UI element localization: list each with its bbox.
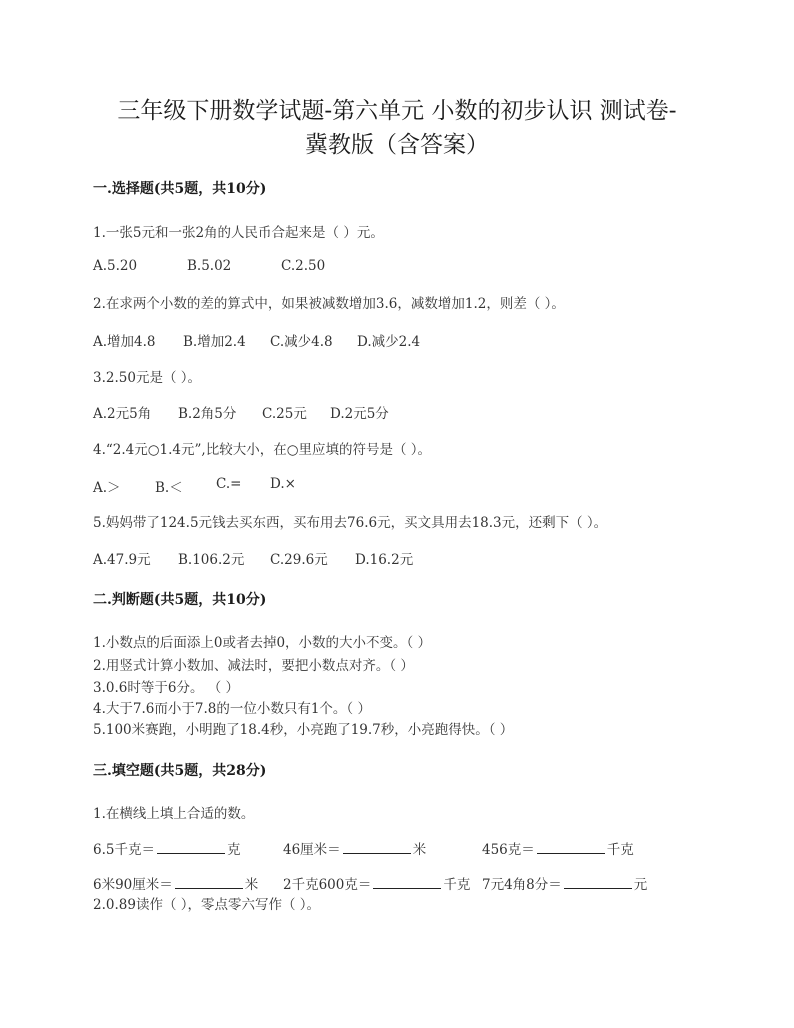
true-false-item: 3.0.6时等于6分。 （ ）: [93, 680, 240, 696]
option: B.＜: [155, 480, 183, 496]
fill-item: [93, 838, 240, 858]
option: C.25元: [262, 406, 307, 422]
option: A.5.20: [93, 258, 138, 274]
fill-item: [283, 873, 470, 893]
section-heading-fill-in-blank: 三.填空题(共5题，共28分): [93, 763, 267, 779]
fill-item: [482, 873, 647, 893]
option: A.增加4.8: [93, 334, 156, 350]
question-text: 2.在求两个小数的差的算式中，如果被减数增加3.6，减数增加1.2，则差（ ）。: [93, 296, 565, 312]
true-false-item: 2.用竖式计算小数加、减法时，要把小数点对齐。（ ）: [93, 658, 414, 674]
answer-blank[interactable]: [157, 852, 225, 854]
fill-item-prefix: 6.5千克＝: [93, 842, 155, 858]
option: B.增加2.4: [183, 334, 246, 350]
fill-item: [283, 838, 426, 858]
option: C.29.6元: [270, 552, 328, 568]
page-title-line-2: 冀教版（含答案）: [305, 132, 489, 158]
true-false-item: 1.小数点的后面添上0或者去掉0，小数的大小不变。（ ）: [93, 635, 432, 651]
fill-item-unit: 千克: [606, 842, 634, 858]
fill-item-unit: 元: [633, 877, 648, 893]
option: A.＞: [93, 480, 121, 496]
section-heading-true-false: 二.判断题(共5题，共10分): [93, 592, 267, 608]
option: B.106.2元: [178, 552, 245, 568]
true-false-item: 4.大于7.6而小于7.8的一位小数只有1个。（ ）: [93, 701, 371, 717]
section-heading-multiple-choice: 一.选择题(共5题，共10分): [93, 181, 267, 197]
page-title-line-1: 三年级下册数学试题-第六单元 小数的初步认识 测试卷-: [117, 98, 677, 124]
question-text: 3.2.50元是（ ）。: [93, 370, 201, 386]
option: D.16.2元: [355, 552, 414, 568]
option: B.2角5分: [178, 406, 237, 422]
option: A.2元5角: [93, 406, 152, 422]
fill-item-unit: 千克: [443, 877, 471, 893]
option: D.2元5分: [330, 406, 389, 422]
option: C.2.50: [281, 258, 326, 274]
fill-item-prefix: 6米90厘米＝: [93, 877, 173, 893]
fill-item-unit: 米: [412, 842, 427, 858]
answer-blank[interactable]: [343, 852, 411, 854]
answer-blank[interactable]: [564, 887, 632, 889]
option: A.47.9元: [93, 552, 151, 568]
option: D.×: [270, 476, 296, 492]
fill-item-prefix: 2千克600克＝: [283, 877, 372, 893]
answer-blank[interactable]: [373, 887, 441, 889]
question-text: 2.0.89读作（ ），零点零六写作（ ）。: [93, 897, 321, 913]
fill-item: [93, 873, 258, 893]
fill-item-prefix: 46厘米＝: [283, 842, 341, 858]
option: D.减少2.4: [357, 334, 421, 350]
fill-item-prefix: 456克＝: [482, 842, 535, 858]
answer-blank[interactable]: [537, 852, 605, 854]
question-text: 5.妈妈带了124.5元钱去买东西，买布用去76.6元，买文具用去18.3元，还剩下（ ）。: [93, 515, 608, 531]
fill-item-unit: 米: [244, 877, 259, 893]
question-text: 1.在横线上填上合适的数。: [93, 806, 255, 822]
question-text: 4.“2.4元○1.4元”,比较大小，在○里应填的符号是（ ）。: [93, 442, 432, 458]
option: B.5.02: [187, 258, 232, 274]
option: C.=: [216, 476, 242, 492]
question-text: 1.一张5元和一张2角的人民币合起来是（ ）元。: [93, 225, 384, 241]
fill-item: [482, 838, 634, 858]
fill-item-prefix: 7元4角8分＝: [482, 877, 562, 893]
option: C.减少4.8: [270, 334, 333, 350]
answer-blank[interactable]: [175, 887, 243, 889]
true-false-item: 5.100米赛跑，小明跑了18.4秒，小亮跑了19.7秒，小亮跑得快。（ ）: [93, 722, 514, 738]
fill-item-unit: 克: [226, 842, 241, 858]
